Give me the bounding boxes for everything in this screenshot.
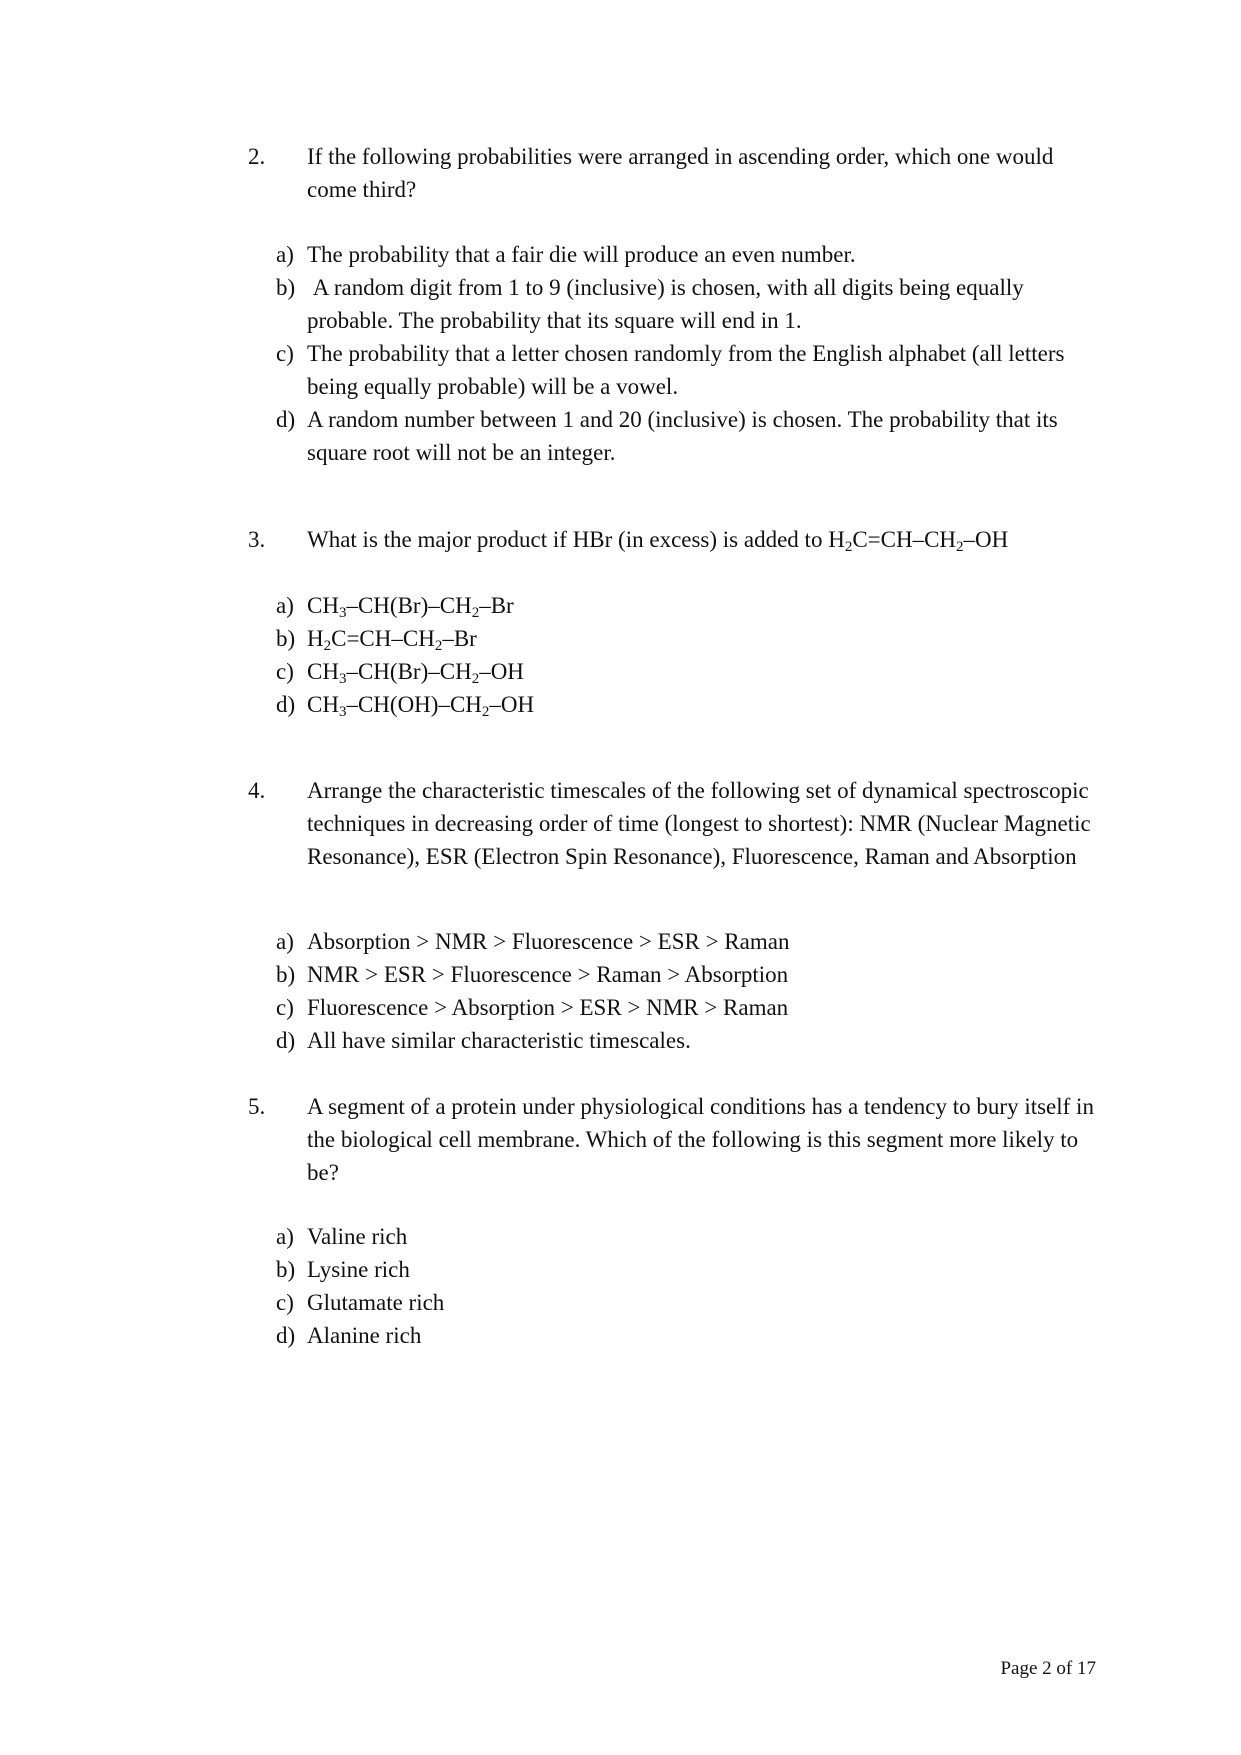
subscript: 2 (434, 638, 443, 654)
question-number: 4. (248, 778, 266, 803)
subscript: 3 (338, 704, 347, 720)
question-number: 3. (248, 527, 266, 552)
option-text: $CH_3-CH(Br)-CH_2-Br$ (307, 593, 514, 621)
option-text: Absorption > NMR > Fluorescence > ESR > Raman (307, 929, 790, 954)
subscript: 2 (481, 704, 490, 720)
subscript: 3 (338, 605, 347, 621)
option-letter: d) (276, 1323, 296, 1348)
subscript: 2 (471, 671, 480, 687)
option-text: Glutamate rich (307, 1290, 445, 1315)
subscript: 2 (844, 539, 853, 555)
option-letter: c) (276, 341, 294, 366)
option-text: $H_2C=CH-CH_2-Br$ (307, 626, 477, 654)
option-text: $CH_3-CH(OH)-CH_2-OH$ (307, 692, 535, 720)
option-text: Alanine rich (307, 1323, 422, 1348)
option-text: The probability that a fair die will produce an even number. (307, 242, 856, 267)
option-letter: a) (276, 242, 294, 267)
option-letter: d) (276, 1028, 296, 1053)
option-letter: c) (276, 659, 294, 684)
page-number: Page 2 of 17 (1000, 1658, 1096, 1679)
option-letter: d) (276, 407, 296, 432)
option-text: Lysine rich (307, 1257, 410, 1282)
subscript: 2 (323, 638, 332, 654)
option-letter: b) (276, 275, 296, 300)
question-text: Arrange the characteristic timescales of the following set of dynamical spectroscopic techniques in decreasing order of time (longest to shortest): NMR (Nuclear Magnetic Resonance), ESR (Electron Spin Resonance), Fluorescence, Raman and Absorption (307, 778, 1091, 869)
question-number: 5. (248, 1094, 266, 1119)
option-text: NMR > ESR > Fluorescence > Raman > Absorption (307, 962, 789, 987)
question-text: If the following probabilities were arranged in ascending order, which one would come third? (307, 144, 1054, 202)
question-text: A segment of a protein under physiological conditions has a tendency to bury itself in the biological cell membrane. Which of the following is this segment more likely to be? (307, 1094, 1094, 1185)
option-letter: b) (276, 962, 296, 987)
option-text: Fluorescence > Absorption > ESR > NMR > Raman (307, 995, 789, 1020)
option-letter: c) (276, 995, 294, 1020)
option-text: Valine rich (307, 1224, 408, 1249)
subscript: 2 (471, 605, 480, 621)
option-letter: a) (276, 1224, 294, 1249)
question-number: 2. (248, 144, 266, 169)
subscript: 3 (338, 671, 347, 687)
option-letter: b) (276, 626, 296, 651)
option-letter: b) (276, 1257, 296, 1282)
option-letter: a) (276, 929, 294, 954)
option-text: A random number between 1 and 20 (inclusive) is chosen. The probability that its square root will not be an integer. (307, 407, 1064, 465)
question-text: What is the major product if HBr (in excess) is added to $H_2C=CH-CH_2-OH$ (307, 527, 1009, 555)
subscript: 2 (956, 539, 964, 555)
option-text: The probability that a letter chosen randomly from the English alphabet (all letters being equally probable) will be a vowel. (307, 341, 1071, 399)
option-text: $CH_3-CH(Br)-CH_2-OH$ (307, 659, 524, 687)
option-letter: d) (276, 692, 296, 717)
option-letter: c) (276, 1290, 294, 1315)
option-letter: a) (276, 593, 294, 618)
option-text: All have similar characteristic timescales. (307, 1028, 691, 1053)
option-text: A random digit from 1 to 9 (inclusive) is chosen, with all digits being equally probable. The probability that its square will end in 1. (307, 275, 1030, 333)
